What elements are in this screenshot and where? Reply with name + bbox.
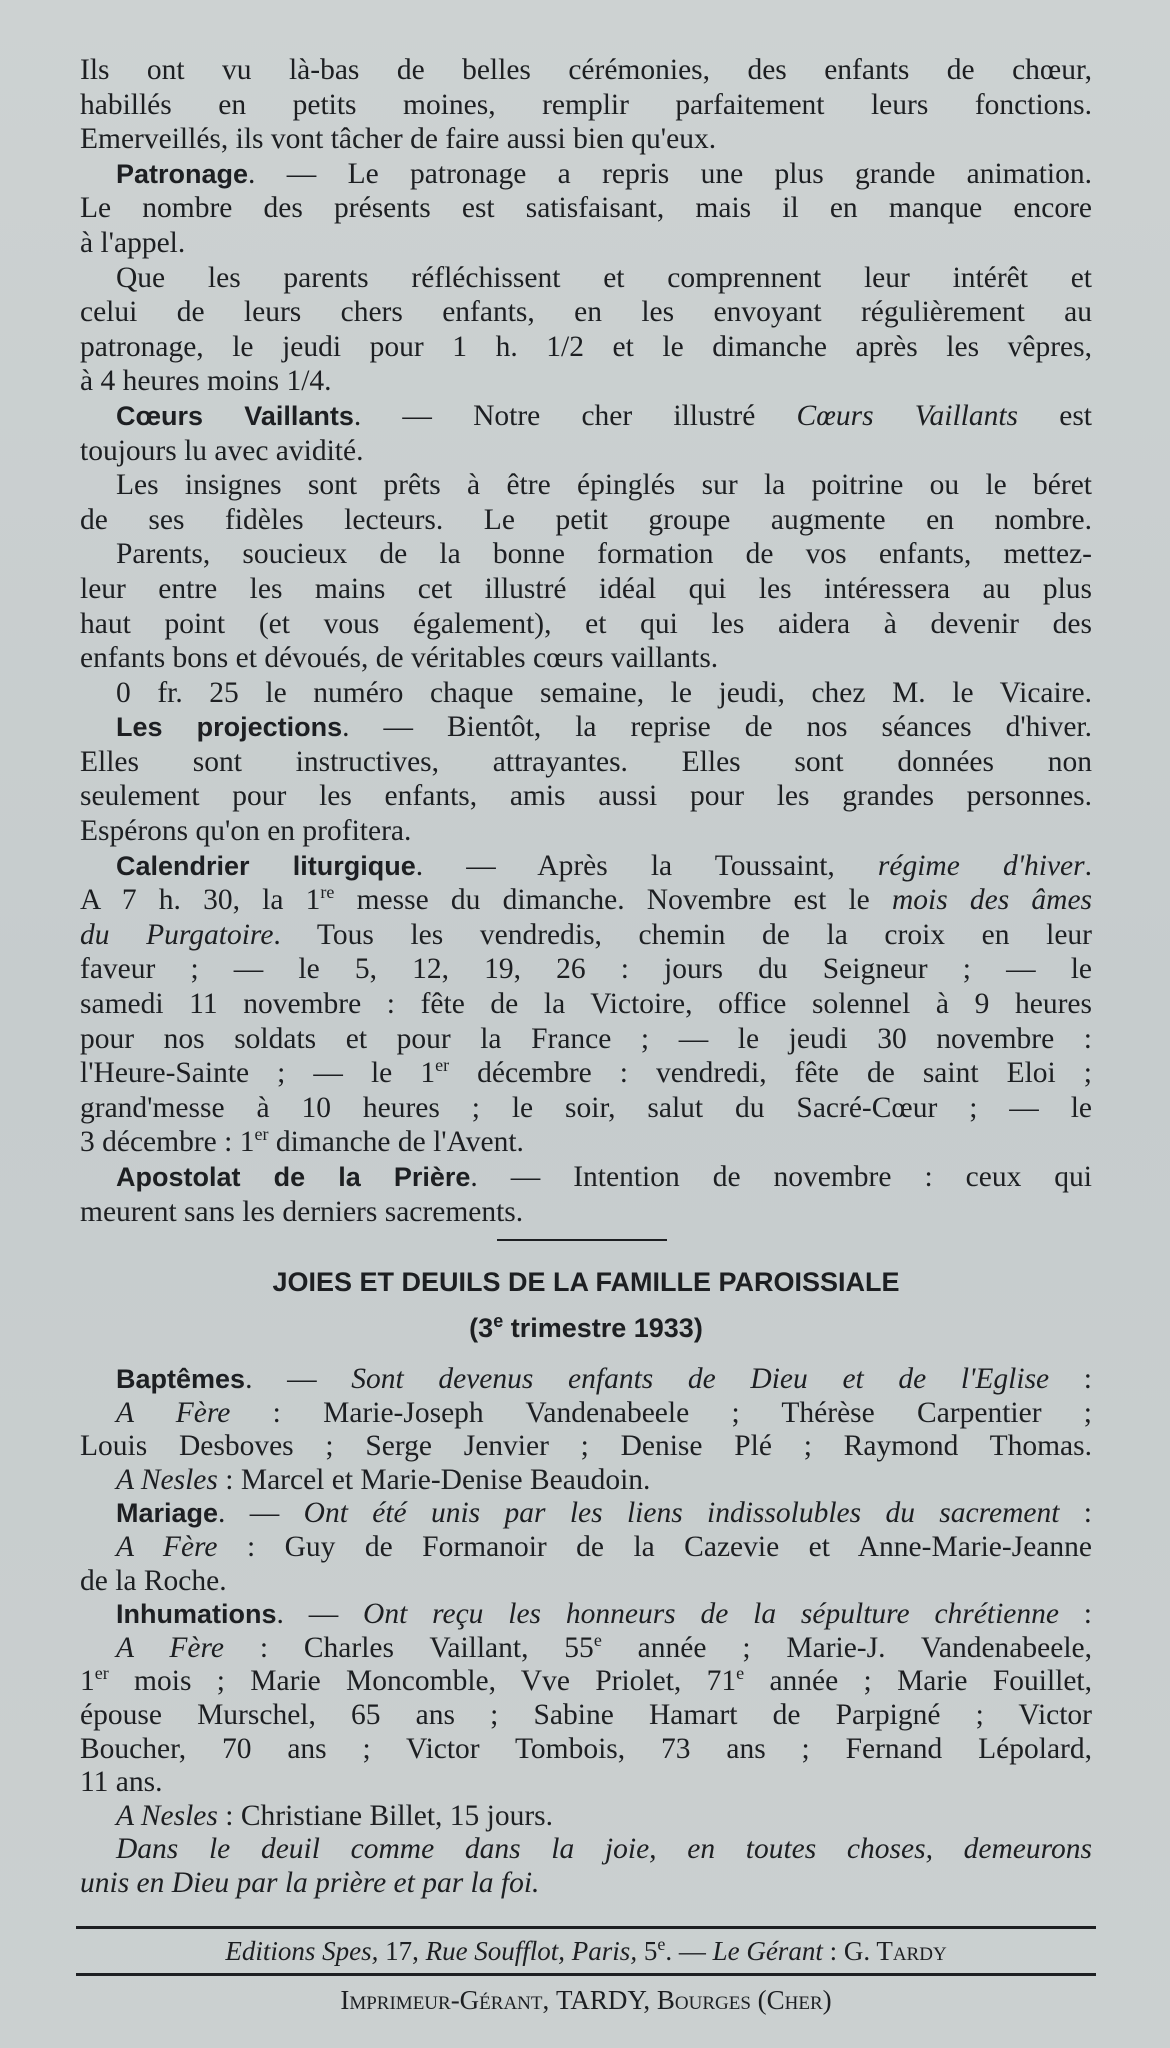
text-span: Ont été unis par les liens indissolubles du sacrement	[303, 1497, 1060, 1530]
text-span: .	[1084, 849, 1092, 882]
printer-label: Imprimeur-Gérant,	[340, 1985, 557, 2015]
text-span: épouse Murschel, 65 ans ; Sabine Hamart de Parpigné ; Victor	[80, 1698, 1092, 1731]
text-span: leur entre les mains cet illustré idéal qui les intéressera au plus	[80, 572, 1092, 605]
publisher-line	[80, 1936, 1092, 1967]
text-line	[80, 1565, 1092, 1599]
text-span: patronage, le jeudi pour 1 h. 1/2 et le dimanche après les vêpres,	[80, 330, 1092, 363]
text-span: toujours lu avec avidité.	[80, 434, 364, 467]
text-span: 3 décembre : 1	[80, 1126, 255, 1159]
text-span: année ; Marie Fouillet,	[744, 1665, 1093, 1698]
text-span: Dans le deuil comme dans la joie, en toutes choses, demeurons	[116, 1833, 1092, 1866]
text-span: A Fère	[116, 1396, 231, 1429]
text-span: Espérons qu'on en profitera.	[80, 815, 412, 848]
text-span: du Purgatoire	[80, 918, 274, 951]
text-line	[80, 1195, 1092, 1230]
text-span: : Marcel et Marie-Denise Beaudoin.	[217, 1463, 651, 1496]
text-line	[80, 814, 1092, 849]
text-span: année ; Marie-J. Vandenabeele,	[601, 1631, 1092, 1664]
text-span: Ils ont vu là-bas de belles cérémonies, des enfants de chœur,	[80, 54, 1092, 86]
text-span: : Christiane Billet, 15 jours.	[217, 1799, 554, 1832]
text-line	[80, 1430, 1092, 1464]
text-span: . —	[245, 1363, 352, 1395]
text-span: :	[1059, 1497, 1093, 1530]
text-span: : Guy de Formanoir de la Cazevie et Anne-Marie-Jeanne	[217, 1530, 1092, 1563]
text-span: grand'messe à 10 heures ; le soir, salut du Sacré-Cœur ; — le	[80, 1091, 1092, 1124]
text-line	[80, 952, 1092, 987]
text-line	[80, 1766, 1092, 1800]
text-span: régime d'hiver	[877, 849, 1085, 882]
printer-line	[80, 1985, 1092, 2016]
text-span: . — Après la Toussaint,	[415, 849, 878, 882]
section-heading: JOIES ET DEUILS DE LA FAMILLE PAROISSIALE	[272, 1267, 900, 1297]
text-line	[80, 1699, 1092, 1733]
text-line	[80, 883, 1092, 918]
family-events-section	[80, 1363, 1092, 1901]
text-span: seulement pour les enfants, amis aussi pour les grandes personnes.	[80, 780, 1092, 813]
text-line	[80, 987, 1092, 1022]
text-line	[80, 434, 1092, 469]
text-span: Parents, soucieux de la bonne formation de vos enfants, mettez-	[116, 538, 1092, 571]
text-line	[80, 745, 1092, 780]
text-line	[80, 1363, 1092, 1397]
text-span: messe du dimanche. Novembre est le	[334, 884, 892, 917]
text-line	[80, 399, 1092, 434]
text-span: Elles sont instructives, attrayantes. Elles sont données non	[80, 745, 1092, 778]
text-span: faveur ; — le 5, 12, 19, 26 : jours du Seigneur ; — le	[80, 953, 1092, 986]
text-line	[80, 1531, 1092, 1565]
text-span: . Tous les vendredis, chemin de la croix en leur	[273, 918, 1092, 951]
text-span: de la Roche.	[80, 1564, 227, 1597]
text-span: décembre : vendredi, fête de saint Eloi ;	[449, 1057, 1093, 1090]
text-span: pour nos soldats et pour la France ; — le jeudi 30 novembre :	[80, 1022, 1092, 1055]
text-span: Que les parents réfléchissent et comprennent leur intérêt et	[116, 261, 1092, 294]
printer-name: TARDY,	[556, 1985, 651, 2015]
text-span: . — Le patronage a repris une plus grande animation.	[248, 157, 1092, 190]
text-span: enfants bons et dévoués, de véritables cœurs vaillants.	[80, 642, 719, 675]
text-line	[80, 1091, 1092, 1126]
text-line	[80, 226, 1092, 261]
publisher-number: 17,	[378, 1936, 426, 1966]
text-line	[80, 607, 1092, 642]
text-span: . — Intention de novembre : ceux qui	[470, 1161, 1092, 1193]
text-span: . — Notre cher illustré	[353, 399, 797, 432]
text-span: . — Bientôt, la reprise de nos séances d'hiver.	[342, 711, 1092, 744]
text-span: :	[1049, 1363, 1092, 1395]
text-span: . —	[218, 1497, 304, 1530]
section-divider	[497, 1239, 667, 1241]
text-span: de ses fidèles lecteurs. Le petit groupe augmente en nombre.	[80, 503, 1092, 536]
paragraph-heading: Inhumations	[116, 1599, 277, 1630]
section-subheading	[80, 1313, 1092, 1344]
manager-name: : G. Tardy	[822, 1936, 947, 1966]
text-span: A Nesles	[116, 1463, 218, 1496]
text-span: mois des âmes	[891, 884, 1093, 917]
text-line	[80, 330, 1092, 365]
text-line	[80, 572, 1092, 607]
paragraph-heading: Mariage	[116, 1498, 219, 1529]
text-span: haut point (et vous également), et qui les aidera à devenir des	[80, 607, 1092, 640]
text-line	[80, 1022, 1092, 1057]
text-span: Boucher, 70 ans ; Victor Tombois, 73 ans ; Fernand Lépolard,	[80, 1732, 1092, 1765]
paragraph-heading: Cœurs Vaillants	[116, 400, 354, 431]
text-line	[80, 295, 1092, 330]
text-span: er	[435, 1055, 450, 1076]
paragraph-heading: Patronage	[116, 158, 249, 189]
publisher-street: Rue Soufflot, Paris,	[425, 1936, 638, 1966]
text-span: habillés en petits moines, remplir parfaitement leurs fonctions.	[80, 88, 1092, 121]
text-span: e	[736, 1663, 745, 1684]
text-line	[80, 503, 1092, 538]
text-span: mois ; Marie Moncomble, Vve Priolet, 71	[108, 1665, 737, 1698]
text-span: 1	[80, 1665, 95, 1698]
paragraph-heading: Baptêmes	[116, 1364, 246, 1394]
text-line	[80, 1833, 1092, 1867]
text-line	[80, 468, 1092, 503]
text-span: er	[254, 1124, 269, 1145]
text-span: 0 fr. 25 le numéro chaque semaine, le jeudi, chez M. le Vicaire.	[116, 676, 1092, 709]
subtitle-sup: e	[493, 1311, 504, 1331]
text-line	[80, 710, 1092, 745]
text-span: à l'appel.	[80, 226, 186, 259]
text-span: Emerveillés, ils vont tâcher de faire aussi bien qu'eux.	[80, 123, 717, 156]
text-span: . —	[276, 1598, 364, 1631]
text-span: Cœurs Vaillants	[796, 399, 1019, 432]
text-span: Louis Desboves ; Serge Jenvier ; Denise Plé ; Raymond Thomas.	[80, 1430, 1092, 1463]
text-line	[80, 1629, 1092, 1666]
text-line	[80, 1665, 1092, 1699]
text-span: celui de leurs chers enfants, en les envoyant régulièrement au	[80, 296, 1092, 329]
paragraph-heading: Apostolat de la Prière	[116, 1162, 471, 1192]
text-span: samedi 11 novembre : fête de la Victoire, office solennel à 9 heures	[80, 988, 1092, 1021]
text-span: à 4 heures moins 1/4.	[80, 365, 332, 398]
text-line	[80, 1397, 1092, 1431]
paragraph-heading: Les projections	[116, 712, 343, 743]
text-span: : Charles Vaillant, 55	[223, 1631, 594, 1664]
publisher-arr: 5	[637, 1936, 658, 1966]
text-line	[80, 779, 1092, 814]
text-line	[80, 1160, 1092, 1195]
text-line	[80, 261, 1092, 296]
text-line	[80, 918, 1092, 953]
publisher-name: Editions Spes,	[225, 1936, 379, 1966]
text-span: : Marie-Joseph Vandenabeele ; Thérèse Carpentier ;	[230, 1396, 1092, 1429]
paragraph-heading: Calendrier liturgique	[116, 850, 416, 881]
text-span: A 7 h. 30, la 1	[80, 884, 321, 917]
text-span: A Fère	[116, 1530, 218, 1563]
text-span: e	[593, 1629, 602, 1650]
text-line	[80, 157, 1092, 192]
text-line	[80, 88, 1092, 123]
text-span: 11 ans.	[80, 1766, 163, 1799]
publisher-dash: . —	[665, 1936, 713, 1966]
footer-rule-top	[76, 1926, 1096, 1929]
publisher-sup: e	[657, 1934, 666, 1954]
text-line	[80, 849, 1092, 884]
text-span: Sont devenus enfants de Dieu et de l'Eglise	[351, 1363, 1050, 1395]
text-line	[80, 641, 1092, 676]
subtitle-text: (3	[469, 1313, 494, 1343]
text-line	[80, 1464, 1092, 1498]
text-line	[80, 676, 1092, 711]
footer-rule-bottom	[76, 1973, 1096, 1976]
subtitle-text: trimestre 1933)	[503, 1313, 703, 1343]
printer-city: Bourges (Cher)	[650, 1985, 832, 2015]
text-span: Ont reçu les honneurs de la sépulture chrétienne	[363, 1598, 1059, 1631]
text-span: A Fère	[116, 1631, 224, 1664]
text-line	[80, 53, 1092, 88]
text-span: est	[1018, 399, 1092, 432]
text-line	[80, 1867, 1092, 1901]
text-line	[80, 1598, 1092, 1632]
text-span: re	[320, 882, 335, 903]
text-span: Les insignes sont prêts à être épinglés sur la poitrine ou le béret	[116, 469, 1092, 502]
parish-news-section	[80, 53, 1092, 1229]
text-span: dimanche de l'Avent.	[268, 1126, 524, 1159]
text-line	[80, 1733, 1092, 1767]
text-span: Le nombre des présents est satisfaisant, mais il en manque encore	[80, 192, 1092, 225]
text-span: unis en Dieu par la prière et par la foi.	[80, 1866, 540, 1899]
text-line	[80, 1497, 1092, 1531]
text-span: l'Heure-Sainte ; — le 1	[80, 1057, 436, 1090]
text-line	[80, 191, 1092, 226]
text-line	[80, 1125, 1092, 1160]
text-line	[80, 364, 1092, 399]
text-span: er	[94, 1663, 109, 1684]
text-line	[80, 1056, 1092, 1091]
text-line	[80, 537, 1092, 572]
text-line	[80, 1800, 1092, 1834]
text-span: :	[1058, 1598, 1092, 1631]
text-line	[80, 122, 1092, 157]
text-span: A Nesles	[116, 1799, 218, 1832]
text-span: meurent sans les derniers sacrements.	[80, 1195, 524, 1228]
manager-label: Le Gérant	[712, 1936, 823, 1966]
